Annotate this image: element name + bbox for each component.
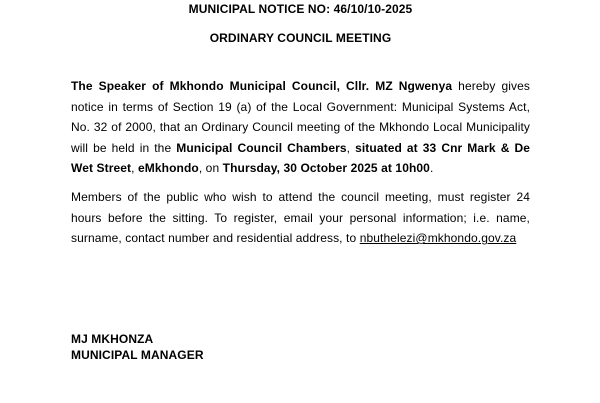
- period-text: .: [429, 161, 434, 176]
- notice-paragraph-2: [71, 187, 530, 249]
- venue-town-text: eMkhondo: [138, 161, 199, 176]
- speaker-name-text: The Speaker of Mkhondo Municipal Council, Cllr. MZ Ngwenya: [71, 79, 459, 93]
- signature-block: [71, 331, 530, 363]
- separator-text: ,: [131, 161, 139, 176]
- registration-instructions-text: Members of the public who wish to attend the council meeting, must register 24 hours before the sitting. To register, email your personal information; i.e. name, surname, contact number and residential address, to: [71, 189, 530, 246]
- notice-paragraph-1: [71, 76, 530, 179]
- venue-name-text: Municipal Council Chambers: [176, 140, 347, 155]
- notice-number-heading: MUNICIPAL NOTICE NO: 46/10/10-2025: [188, 2, 413, 16]
- venue-address-text: situated at 33 Cnr Mark & De Wet Street: [71, 140, 531, 176]
- notice-legal-text: hereby gives notice in terms of Section 19 (a) of the Local Government: Municipal Systems Act, No. 32 of 2000, that an Ordinary Council meeting of the Mkhondo Local Municipality will be held in the: [71, 79, 530, 155]
- separator-text: ,: [346, 140, 356, 155]
- meeting-datetime-text: Thursday, 30 October 2025 at 10h00: [222, 161, 430, 176]
- signatory-title: MUNICIPAL MANAGER: [71, 347, 204, 362]
- registration-email-link[interactable]: nbuthelezi@mkhondo.gov.za: [359, 231, 517, 246]
- signatory-name: MJ MKHONZA: [71, 331, 154, 346]
- meeting-title-heading: ORDINARY COUNCIL MEETING: [209, 31, 392, 45]
- separator-text: , on: [198, 161, 223, 176]
